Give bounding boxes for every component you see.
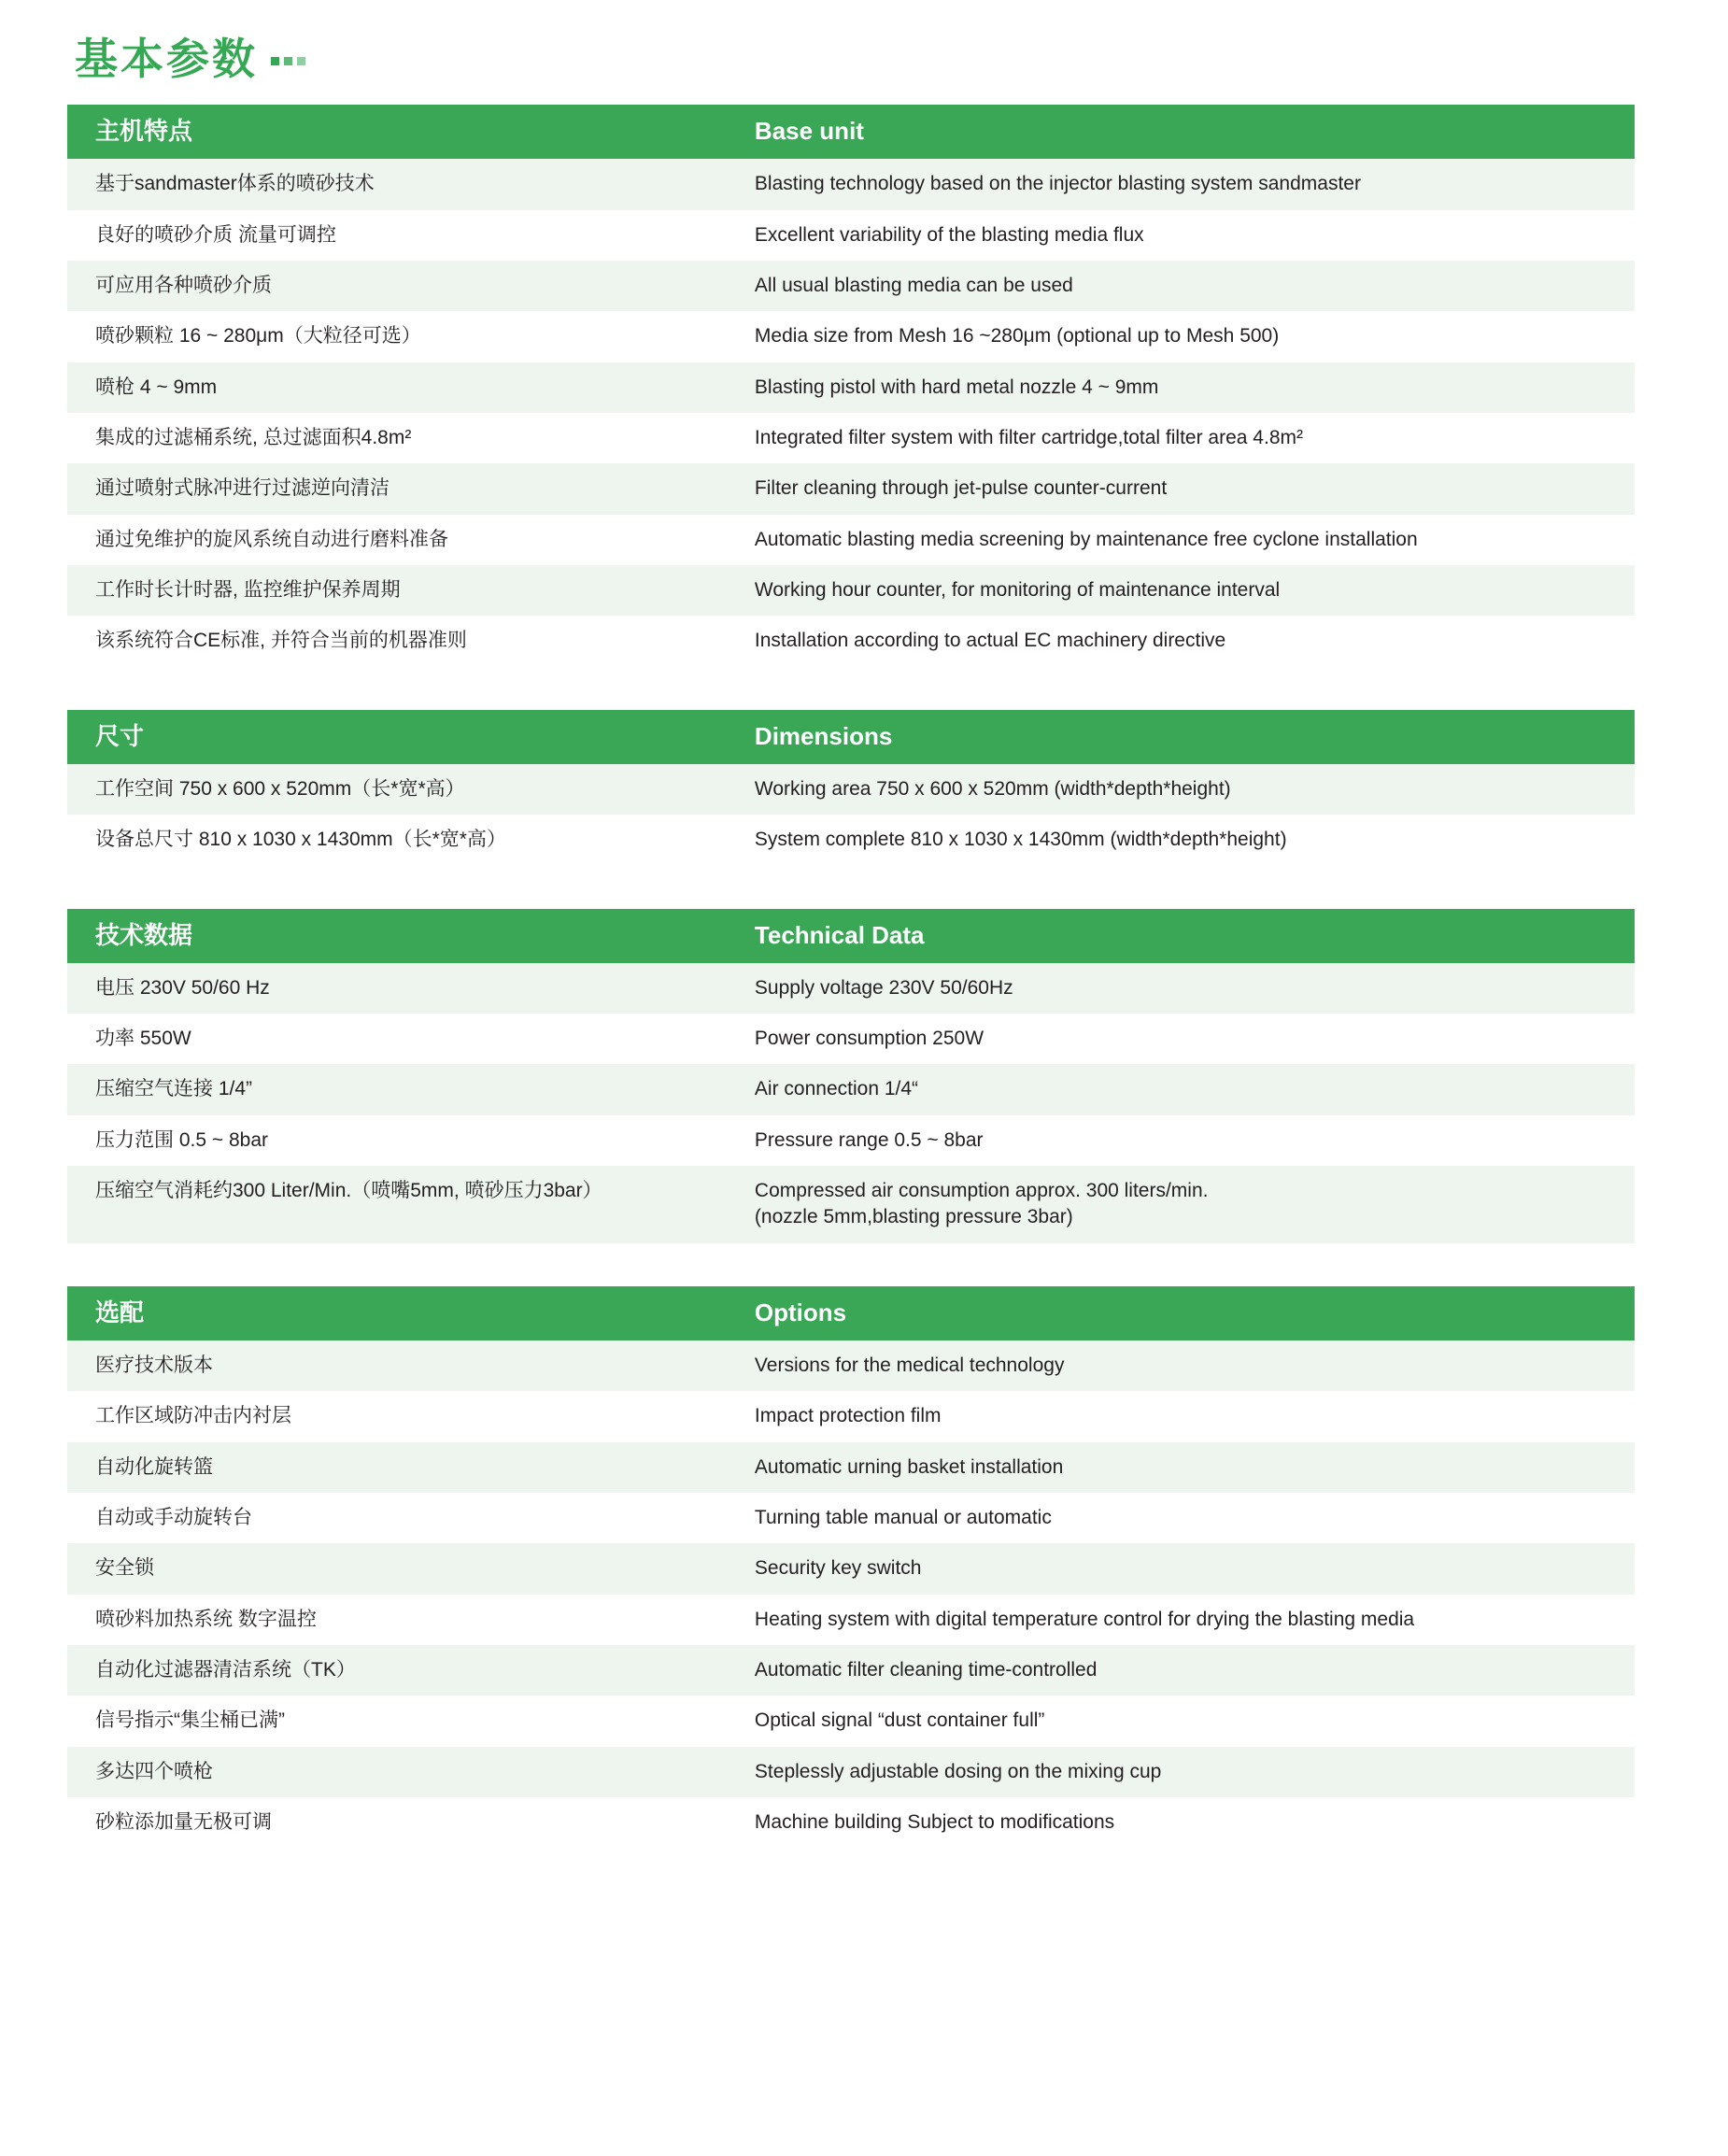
- spec-row: [67, 1064, 1635, 1114]
- spec-row-en-line: Working area 750 x 600 x 520mm (width*depth*height): [754, 777, 1231, 800]
- spec-row-cn: 喷砂颗粒 16 ~ 280μm（大粒径可选）: [95, 325, 421, 348]
- spec-row-cn: 该系统符合CE标准, 并符合当前的机器准则: [95, 630, 467, 652]
- section-header-cn: 尺寸: [95, 721, 145, 750]
- spec-row-cn: 自动化过滤器清洁系统（TK）: [95, 1659, 356, 1681]
- spec-row-en: [749, 222, 1635, 248]
- section-header-en: Options: [754, 1298, 847, 1326]
- spec-row: [67, 261, 1635, 311]
- spec-row-en: [749, 827, 1635, 853]
- spec-row-en: [749, 1403, 1635, 1429]
- spec-row-en: [749, 1555, 1635, 1582]
- spec-row-cn: 自动化旋转篮: [95, 1455, 213, 1478]
- spec-row-cn: 喷砂料加热系统 数字温控: [95, 1608, 317, 1630]
- spec-row-en-line: Automatic blasting media screening by maintenance free cyclone installation: [754, 528, 1418, 550]
- spec-row-en-line: Working hour counter, for monitoring of maintenance interval: [754, 578, 1281, 601]
- spec-row-en: [749, 1657, 1635, 1683]
- spec-row-en: [749, 1607, 1635, 1633]
- section-header: [67, 710, 1635, 764]
- section-header-en: Dimensions: [754, 721, 893, 750]
- spec-section: [67, 909, 1635, 1243]
- spec-row: [67, 210, 1635, 261]
- section-header: [67, 1286, 1635, 1340]
- spec-row: [67, 1115, 1635, 1166]
- spec-row-cn: 医疗技术版本: [95, 1354, 213, 1376]
- spec-row: [67, 1695, 1635, 1746]
- spec-row: [67, 311, 1635, 362]
- spec-row-cn: 自动或手动旋转台: [95, 1506, 252, 1528]
- spec-row-en: [749, 628, 1635, 654]
- spec-row-en: [749, 1026, 1635, 1052]
- spec-row-en-line: Machine building Subject to modifications: [754, 1811, 1115, 1834]
- section-header-cn: 主机特点: [95, 117, 193, 145]
- section-header-en: Technical Data: [754, 920, 925, 949]
- spec-row: [67, 1645, 1635, 1695]
- spec-row-cn: 砂粒添加量无极可调: [95, 1811, 272, 1834]
- spec-section: [67, 105, 1635, 667]
- spec-row: [67, 463, 1635, 514]
- spec-row-en-line: Compressed air consumption approx. 300 liters/min.: [754, 1180, 1209, 1202]
- spec-row-en: [749, 171, 1635, 197]
- section-header-cn: 技术数据: [95, 920, 193, 949]
- spec-row-cn: 信号指示“集尘桶已满”: [95, 1709, 285, 1732]
- spec-row-en: [749, 577, 1635, 603]
- spec-row: [67, 1391, 1635, 1441]
- spec-row-en-line: System complete 810 x 1030 x 1430mm (width*depth*height): [754, 829, 1287, 851]
- spec-row: [67, 815, 1635, 865]
- spec-row-cn: 喷枪 4 ~ 9mm: [95, 376, 218, 398]
- spec-row: [67, 565, 1635, 616]
- spec-row-en-line: Air connection 1/4“: [754, 1078, 919, 1100]
- spec-row-cn: 工作时长计时器, 监控维护保养周期: [95, 578, 401, 601]
- spec-row-en: [749, 1708, 1635, 1734]
- spec-row-en-line: Optical signal “dust container full”: [754, 1709, 1045, 1732]
- section-header: [67, 105, 1635, 159]
- spec-row-en-line: Versions for the medical technology: [754, 1354, 1065, 1376]
- spec-row: [67, 1797, 1635, 1848]
- spec-row: [67, 764, 1635, 815]
- spec-row-cn: 多达四个喷枪: [95, 1760, 213, 1782]
- spec-row-en-line: All usual blasting media can be used: [754, 274, 1073, 296]
- spec-row-cn: 可应用各种喷砂介质: [95, 274, 272, 296]
- spec-row-en: [749, 527, 1635, 553]
- spec-row: [67, 1747, 1635, 1797]
- spec-row-cn: 通过免维护的旋风系统自动进行磨料准备: [95, 528, 448, 550]
- spec-row: [67, 362, 1635, 413]
- spec-row: [67, 1493, 1635, 1543]
- spec-sections: [67, 105, 1635, 1848]
- spec-row-cn: 工作空间 750 x 600 x 520mm（长*宽*高）: [95, 777, 465, 800]
- spec-section: [67, 1286, 1635, 1849]
- spec-row: [67, 1166, 1635, 1243]
- three-dots-icon: [271, 57, 305, 65]
- spec-row-en: [749, 1809, 1635, 1836]
- spec-row-en: [749, 273, 1635, 299]
- spec-row: [67, 159, 1635, 209]
- spec-row-cn: 压力范围 0.5 ~ 8bar: [95, 1128, 268, 1151]
- spec-section: [67, 710, 1635, 866]
- spec-row-en-line: Pressure range 0.5 ~ 8bar: [754, 1128, 984, 1151]
- spec-row: [67, 1340, 1635, 1391]
- spec-row-en-line: Blasting pistol with hard metal nozzle 4 ~ 9mm: [754, 376, 1159, 398]
- spec-row: [67, 963, 1635, 1014]
- spec-row-en-line: Automatic urning basket installation: [754, 1455, 1064, 1478]
- spec-row-en-line: Blasting technology based on the injector blasting system sandmaster: [754, 173, 1361, 195]
- spec-row-cn: 压缩空气消耗约300 Liter/Min.（喷嘴5mm, 喷砂压力3bar）: [95, 1180, 602, 1202]
- spec-row-en-line: Power consumption 250W: [754, 1028, 984, 1050]
- spec-row-en-line: (nozzle 5mm,blasting pressure 3bar): [754, 1206, 1073, 1228]
- page-title-block: [75, 35, 1635, 83]
- section-header-cn: 选配: [95, 1298, 145, 1326]
- spec-row: [67, 616, 1635, 666]
- spec-row-cn: 功率 550W: [95, 1028, 191, 1050]
- spec-row-en: [749, 776, 1635, 802]
- spec-row-en-line: Filter cleaning through jet-pulse counter-current: [754, 477, 1168, 500]
- spec-row-en-line: Steplessly adjustable dosing on the mixing cup: [754, 1760, 1162, 1782]
- spec-row-cn: 压缩空气连接 1/4”: [95, 1078, 253, 1100]
- spec-row-cn: 电压 230V 50/60 Hz: [95, 976, 270, 999]
- spec-row-en-line: Media size from Mesh 16 ~280μm (optional up to Mesh 500): [754, 325, 1280, 348]
- spec-row: [67, 1442, 1635, 1493]
- spec-row-cn: 集成的过滤桶系统, 总过滤面积4.8m²: [95, 426, 412, 448]
- spec-row: [67, 1543, 1635, 1594]
- spec-row: [67, 413, 1635, 463]
- spec-row-en-line: Impact protection film: [754, 1405, 942, 1427]
- spec-row-en: [749, 1759, 1635, 1785]
- spec-row-en-line: Installation according to actual EC machinery directive: [754, 630, 1226, 652]
- spec-row-cn: 安全锁: [95, 1557, 154, 1580]
- spec-row-cn: 设备总尺寸 810 x 1030 x 1430mm（长*宽*高）: [95, 829, 506, 851]
- spec-row-en: [749, 1505, 1635, 1531]
- spec-row-en-line: Turning table manual or automatic: [754, 1506, 1052, 1528]
- spec-row-en: [749, 975, 1635, 1001]
- spec-row: [67, 1014, 1635, 1064]
- spec-row-en: [749, 1128, 1635, 1154]
- section-header-en: Base unit: [754, 117, 864, 145]
- spec-row-en-line: Security key switch: [754, 1557, 922, 1580]
- spec-row-en-line: Automatic filter cleaning time-controlled: [754, 1659, 1098, 1681]
- spec-row-cn: 通过喷射式脉冲进行过滤逆向清洁: [95, 477, 390, 500]
- spec-row: [67, 1595, 1635, 1645]
- spec-row-en-line: Excellent variability of the blasting media flux: [754, 223, 1144, 246]
- spec-row: [67, 515, 1635, 565]
- spec-row-en: [749, 425, 1635, 451]
- page-title: 基本参数: [75, 35, 258, 83]
- spec-row-en-line: Heating system with digital temperature control for drying the blasting media: [754, 1608, 1415, 1630]
- spec-row-en: [749, 323, 1635, 349]
- spec-row-en: [749, 375, 1635, 401]
- spec-row-cn: 工作区域防冲击内衬层: [95, 1405, 291, 1427]
- spec-row-en: [749, 1454, 1635, 1481]
- spec-row-en: [749, 475, 1635, 502]
- spec-row-en: [749, 1178, 1635, 1231]
- spec-row-en-line: Supply voltage 230V 50/60Hz: [754, 976, 1013, 999]
- spec-row-en: [749, 1076, 1635, 1102]
- spec-row-cn: 良好的喷砂介质 流量可调控: [95, 223, 336, 246]
- spec-row-cn: 基于sandmaster体系的喷砂技术: [95, 173, 375, 195]
- spec-row-en: [749, 1353, 1635, 1379]
- section-header: [67, 909, 1635, 963]
- spec-row-en-line: Integrated filter system with filter cartridge,total filter area 4.8m²: [754, 426, 1303, 448]
